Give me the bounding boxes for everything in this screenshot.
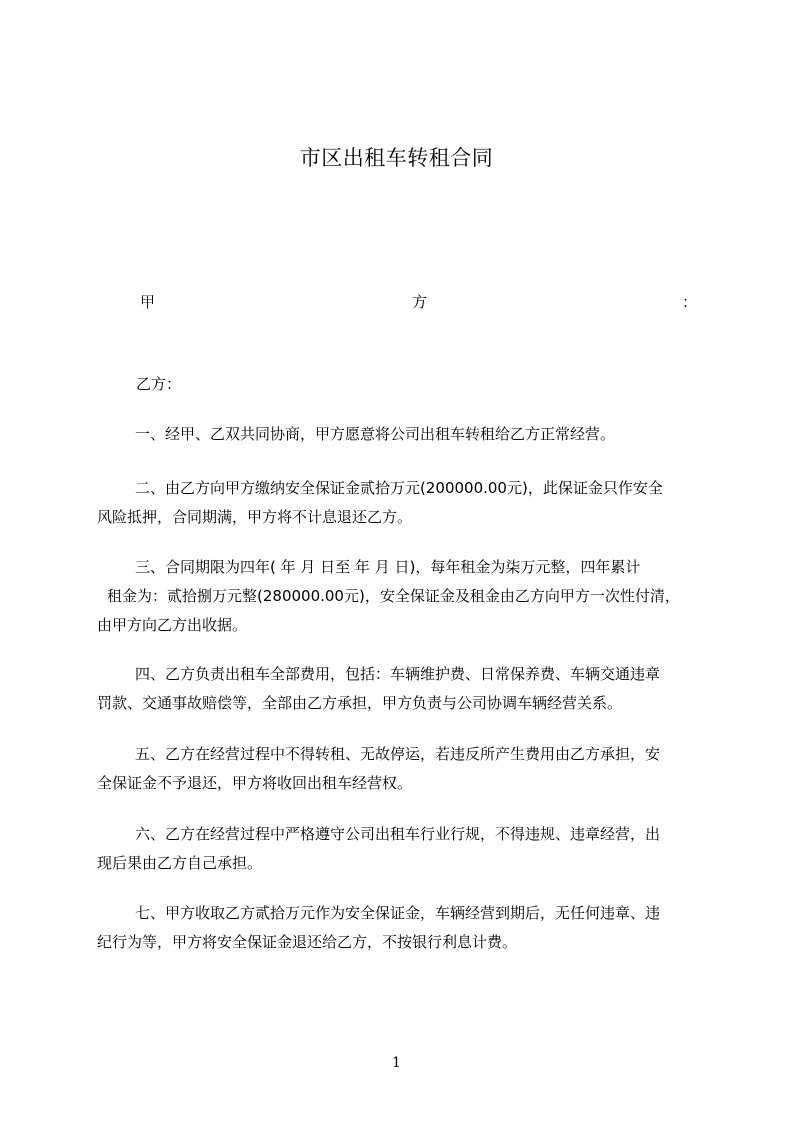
- party-b-line: 乙方：: [136, 375, 182, 393]
- clause-2: [97, 474, 707, 532]
- clause-line: 七、甲方收取乙方贰拾万元作为安全保证金，车辆经营到期后，无任何违章、违: [135, 904, 661, 922]
- party-a-char-2: 方: [412, 293, 428, 311]
- clause-line: 五、乙方在经营过程中不得转租、无故停运，若违反所产生费用由乙方承担，安: [135, 745, 661, 763]
- party-a-colon: ：: [682, 293, 698, 311]
- party-a-line: [140, 291, 698, 313]
- clause-line: 四、乙方负责出租车全部费用，包括：车辆维护费、日常保养费、车辆交通违章: [135, 665, 661, 683]
- clause-line: 罚款、交通事故赔偿等，全部由乙方承担，甲方负责与公司协调车辆经营关系。: [97, 694, 623, 712]
- clause-7: [97, 899, 707, 957]
- clause-line: 三、合同期限为四年( 年 月 日至 年 月 日)，每年租金为柒万元整，四年累计: [135, 558, 641, 576]
- clause-1: [97, 420, 707, 449]
- party-a-char-1: 甲: [140, 293, 156, 311]
- page-number: 1: [392, 1055, 401, 1071]
- clause-line: 风险抵押，合同期满，甲方将不计息退还乙方。: [97, 508, 413, 526]
- clause-line: 六、乙方在经营过程中严格遵守公司出租车行业行规，不得违规、违章经营，出: [135, 825, 661, 843]
- clause-line: 由甲方向乙方出收据。: [97, 616, 248, 634]
- clause-3: [97, 553, 707, 640]
- clause-line: 纪行为等，甲方将安全保证金退还给乙方，不按银行利息计费。: [97, 933, 518, 951]
- document-title: 市区出租车转租合同: [299, 146, 494, 170]
- clause-line: 二、由乙方向甲方缴纳安全保证金贰拾万元(200000.00元)，此保证金只作安全: [135, 479, 663, 497]
- clause-6: [97, 820, 707, 878]
- clause-4: [97, 660, 707, 718]
- clause-line: 租金为：贰拾捌万元整(280000.00元)，安全保证金及租金由乙方向甲方一次性付清，: [107, 587, 680, 605]
- clause-line: 全保证金不予退还，甲方将收回出租车经营权。: [97, 774, 413, 792]
- clause-5: [97, 740, 707, 798]
- clause-line: 一、经甲、乙双共同协商，甲方愿意将公司出租车转租给乙方正常经营。: [135, 425, 616, 443]
- clause-line: 现后果由乙方自己承担。: [97, 854, 263, 872]
